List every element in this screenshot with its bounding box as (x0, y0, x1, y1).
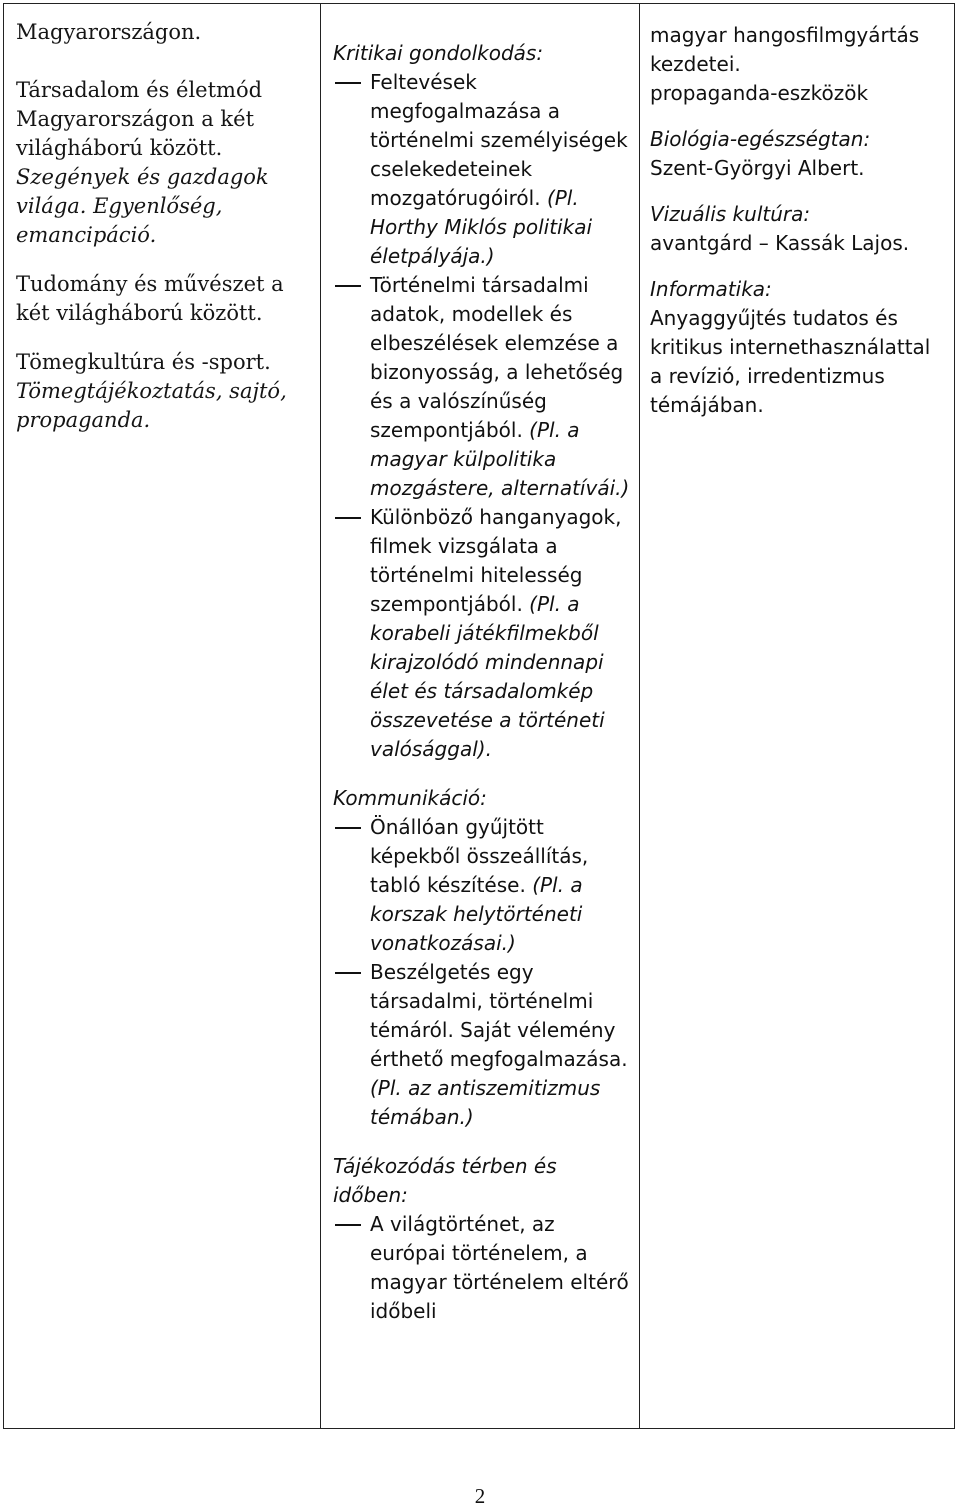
section-heading: Kritikai gondolkodás: (333, 41, 544, 65)
list-item (333, 1210, 633, 1326)
subject-label: Vizuális kultúra: (650, 202, 811, 226)
subject-label: Biológia-egészségtan: (650, 127, 871, 151)
topics-column (4, 4, 321, 1428)
item-text: Beszélgetés egy társadalmi, történelmi témáról. Saját vélemény érthető megfogalmazása. (370, 960, 628, 1071)
item-text: Különböző hanganyagok, filmek vizsgálata a történelmi hitelesség szempontjából. (370, 505, 622, 616)
dash-bullet-icon (335, 1224, 361, 1226)
list-item (333, 503, 633, 764)
topic-mass-culture-title: Tömegkultúra és -sport. (16, 350, 271, 374)
subject-text: Anyaggyűjtés tudatos és kritikus internethasználattal a revízió, irredentizmus témájában. (650, 306, 931, 417)
item-example: (Pl. a magyar külpolitika mozgástere, alternatívái.) (370, 418, 630, 500)
film-text: magyar hangosfilmgyártás kezdetei. (650, 23, 920, 76)
topic-society (16, 76, 312, 250)
item-text: Történelmi társadalmi adatok, modellek és elbeszélések elemzése a bizonyosság, a lehetőség és a valószínűség szempontjából. (370, 273, 624, 442)
topic-mass-culture-detail: Tömegtájékoztatás, sajtó, propaganda. (16, 379, 287, 432)
informatics-connection (650, 275, 948, 420)
section-heading: Tájékozódás térben és időben: (333, 1154, 557, 1207)
subject-text: Szent-Györgyi Albert. (650, 156, 865, 180)
topic-mass-culture (16, 348, 312, 435)
connection-text (650, 21, 948, 108)
dash-bullet-icon (335, 285, 361, 287)
subject-text: avantgárd – Kassák Lajos. (650, 231, 910, 255)
item-example: (Pl. az antiszemitizmus témában.) (370, 1076, 601, 1129)
communication-section (333, 784, 633, 1132)
item-text: Önállóan gyűjtött képekből összeállítás, tabló készítése. (370, 815, 589, 897)
item-text: Feltevések megfogalmazása a történelmi személyiségek cselekedeteinek mozgatórugóiról. (370, 70, 628, 210)
list-item (333, 68, 633, 271)
list-item (333, 958, 633, 1132)
skills-column (321, 4, 640, 1428)
item-example: (Pl. a korszak helytörténeti vonatkozásai.) (370, 873, 583, 955)
critical-thinking-section (333, 39, 633, 764)
list-item (333, 271, 633, 503)
dash-bullet-icon (335, 827, 361, 829)
page-number: 2 (474, 1484, 486, 1508)
curriculum-table (3, 3, 955, 1429)
dash-bullet-icon (335, 972, 361, 974)
topic-society-title: Társadalom és életmód Magyarországon a két világháború között. (16, 78, 263, 160)
section-heading: Kommunikáció: (333, 786, 487, 810)
subject-label: Informatika: (650, 277, 772, 301)
dash-bullet-icon (335, 517, 361, 519)
propaganda-text: propaganda-eszközök (650, 81, 869, 105)
topic-text: Magyarországon. (16, 20, 202, 44)
biology-connection (650, 125, 948, 183)
item-example: (Pl. a korabeli játékfilmekből kirajzolódó mindennapi élet és társadalomkép összevetése a történeti valósággal). (370, 592, 605, 761)
list-item (333, 813, 633, 958)
topic-society-detail: Szegények és gazdagok világa. Egyenlőség, emancipáció. (16, 165, 269, 247)
connections-column (640, 4, 954, 1428)
orientation-section (333, 1152, 633, 1326)
topic-science: Tudomány és művészet a két világháború között. (16, 272, 284, 325)
item-example: (Pl. Horthy Miklós politikai életpályája.) (370, 186, 593, 268)
dash-bullet-icon (335, 82, 361, 84)
item-text: A világtörténet, az európai történelem, a magyar történelem eltérő időbeli (370, 1212, 629, 1323)
visual-arts-connection (650, 200, 948, 258)
